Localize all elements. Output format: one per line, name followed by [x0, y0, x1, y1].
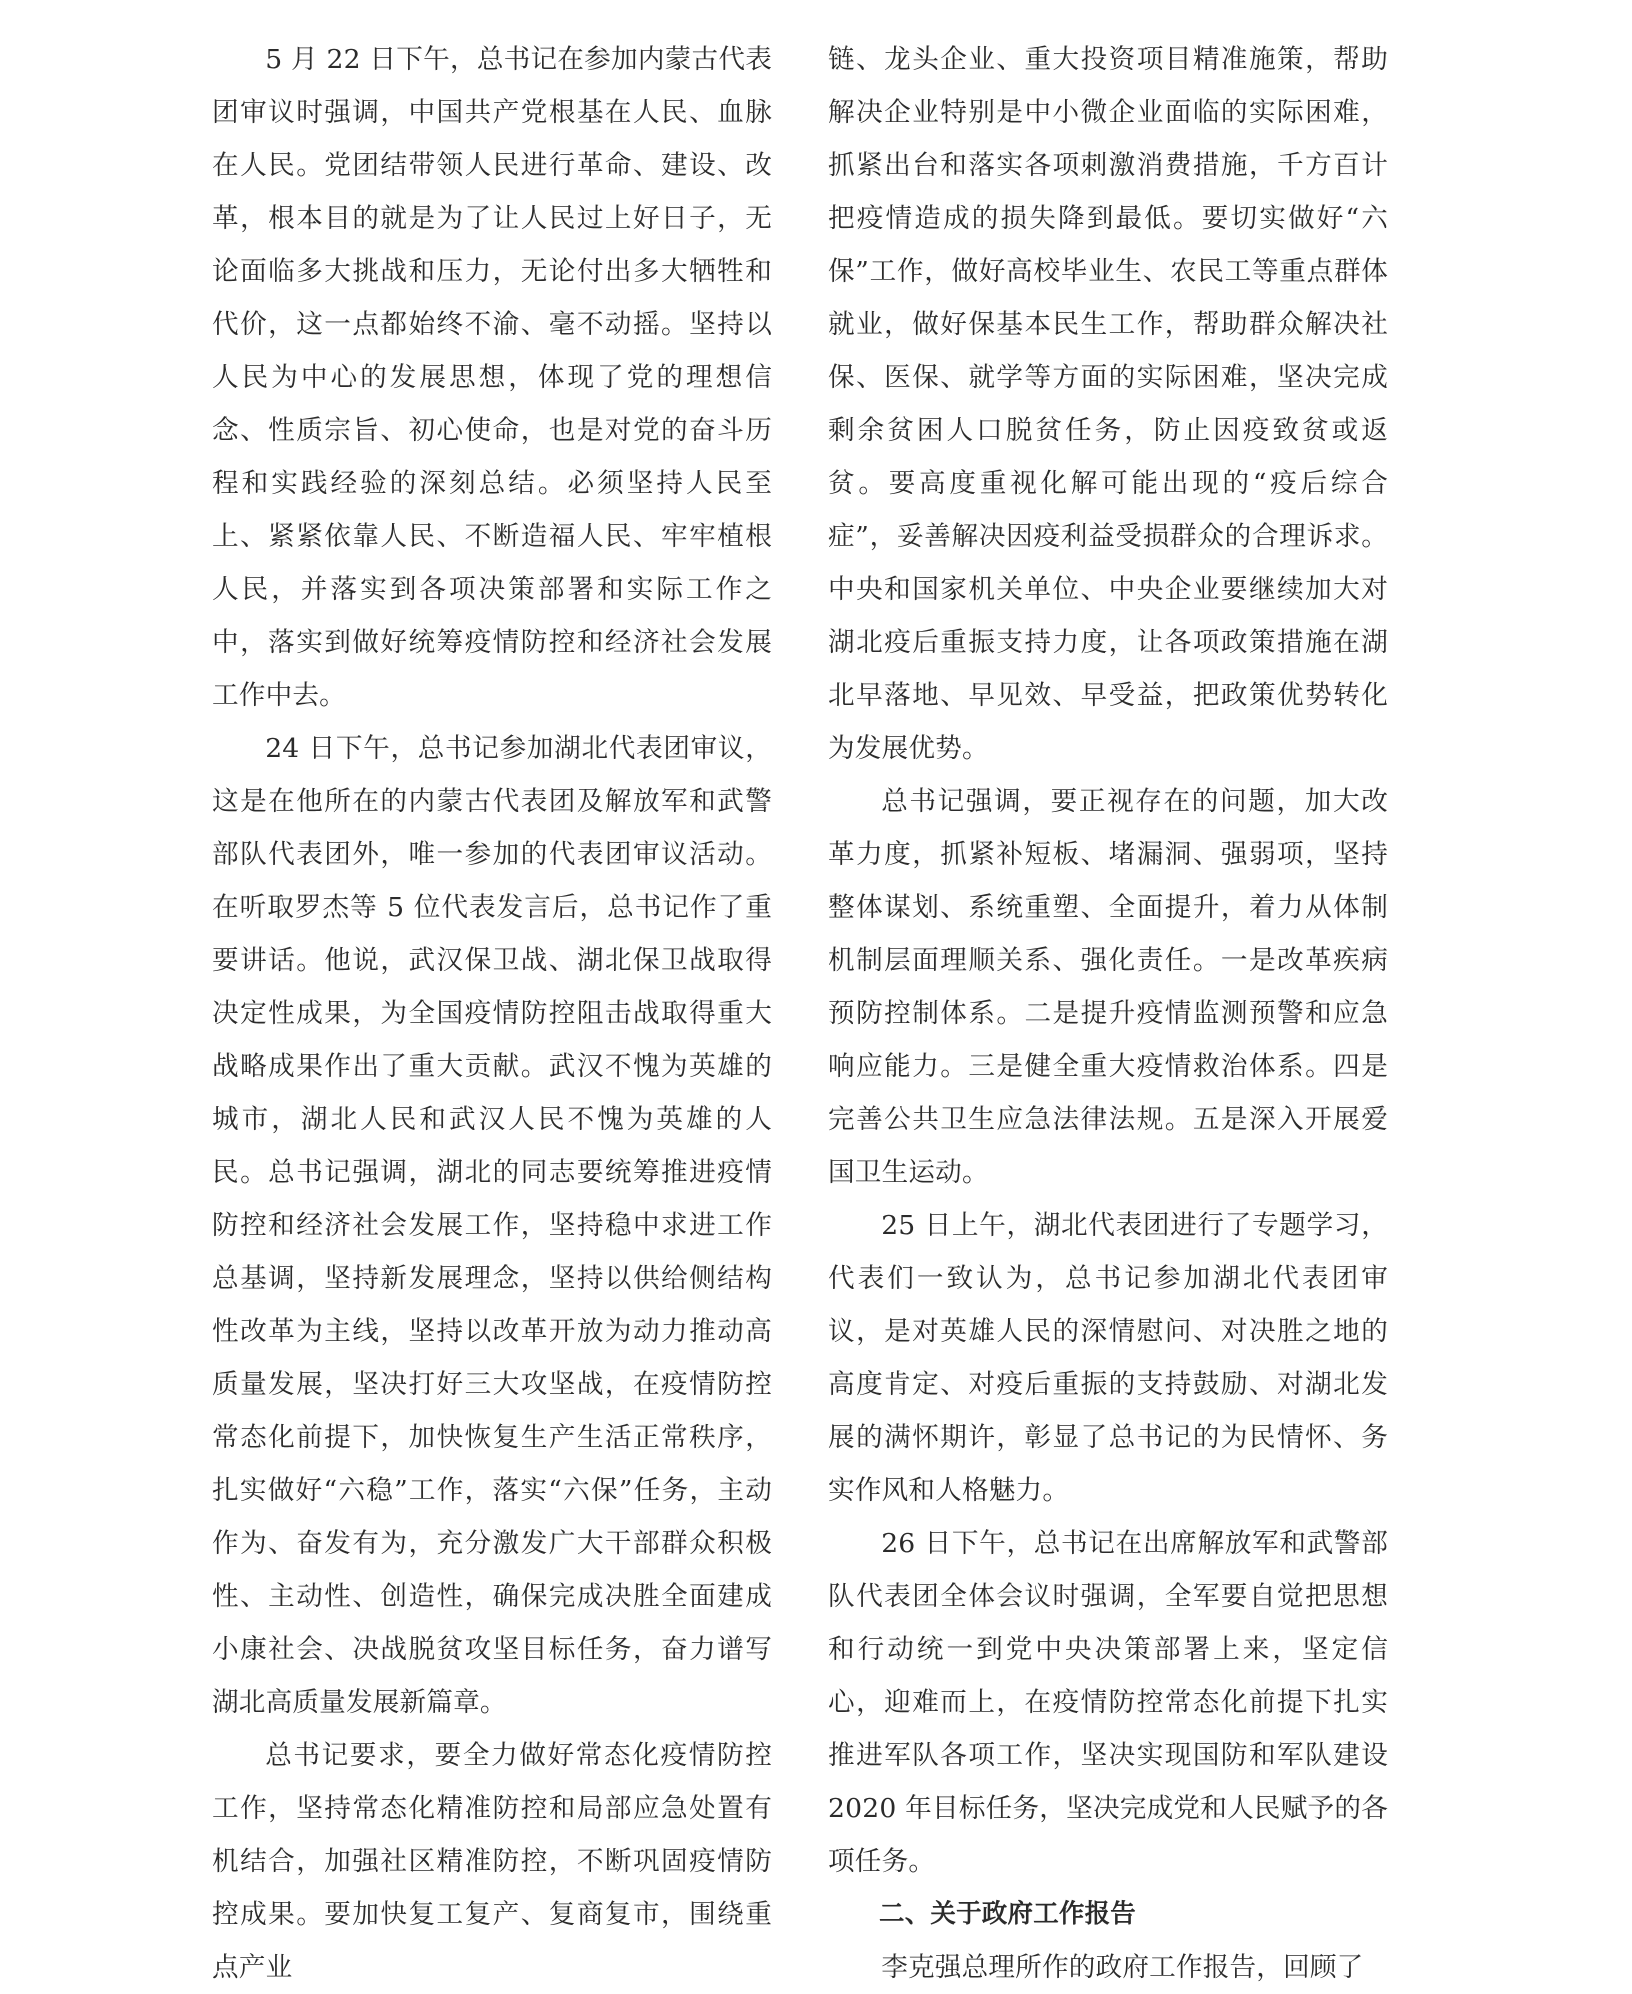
paragraph-may-22: 5 月 22 日下午，总书记在参加内蒙古代表团审议时强调，中国共产党根基在人民、血脉在人民。党团结带领人民进行革命、建设、改革，根本目的就是为了让人民过上好日子，无论面临多大挑战和压力，无论付出多大牺牲和代价，这一点都始终不渝、毫不动摇。坚持以人民为中心的发展思想，体现了党的理想信念、性质宗旨、初心使命，也是对党的奋斗历程和实践经验的深刻总结。必须坚持人民至上、紧紧依靠人民、不断造福人民、牢牢植根人民，并落实到各项决策部署和实际工作之中，落实到做好统筹疫情防控和经济社会发展工作中去。	[212, 44, 772, 711]
paragraph-26th-military: 26 日下午，总书记在出席解放军和武警部队代表团全体会议时强调，全军要自觉把思想和行动统一到党中央决策部署上来，坚定信心，迎难而上，在疫情防控常态化前提下扎实推进军队各项工作，坚决实现国防和军队建设 2020 年目标任务，坚决完成党和人民赋予的各项任务。	[828, 1528, 1388, 1877]
section-heading: 二、关于政府工作报告	[879, 1899, 1137, 1929]
paragraph-reform: 总书记强调，要正视存在的问题，加大改革力度，抓紧补短板、堵漏洞、强弱项，坚持整体谋划、系统重塑、全面提升，着力从体制机制层面理顺关系、强化责任。一是改革疾病预防控制体系。二是提升疫情监测预警和应急响应能力。三是健全重大疫情救治体系。四是完善公共卫生应急法律法规。五是深入开展爱国卫生运动。	[828, 786, 1388, 1188]
right-column	[828, 33, 1388, 1994]
paragraph-requirements: 总书记要求，要全力做好常态化疫情防控工作，坚持常态化精准防控和局部应急处置有机结合，加强社区精准防控，不断巩固疫情防控成果。要加快复工复产、复商复市，围绕重点产业	[212, 1740, 772, 1983]
left-column	[212, 33, 772, 1994]
paragraph-25th-study: 25 日上午，湖北代表团进行了专题学习，代表们一致认为，总书记参加湖北代表团审议，是对英雄人民的深情慰问、对决胜之地的高度肯定、对疫后重振的支持鼓励、对湖北发展的满怀期许，彰显了总书记的为民情怀、务实作风和人格魅力。	[828, 1210, 1388, 1506]
paragraph-government-report: 李克强总理所作的政府工作报告，回顾了	[881, 1952, 1364, 1983]
paragraph-24th-hubei: 24 日下午，总书记参加湖北代表团审议，这是在他所在的内蒙古代表团及解放军和武警部队代表团外，唯一参加的代表团审议活动。在听取罗杰等 5 位代表发言后，总书记作了重要讲话。他说，武汉保卫战、湖北保卫战取得决定性成果，为全国疫情防控阻击战取得重大战略成果作出了重大贡献。武汉不愧为英雄的城市，湖北人民和武汉人民不愧为英雄的人民。总书记强调，湖北的同志要统筹推进疫情防控和经济社会发展工作，坚持稳中求进工作总基调，坚持新发展理念，坚持以供给侧结构性改革为主线，坚持以改革开放为动力推动高质量发展，坚决打好三大攻坚战，在疫情防控常态化前提下，加快恢复生产生活正常秩序，扎实做好“六稳”工作，落实“六保”任务，主动作为、奋发有为，充分激发广大干部群众积极性、主动性、创造性，确保完成决胜全面建成小康社会、决战脱贫攻坚目标任务，奋力谱写湖北高质量发展新篇章。	[212, 733, 772, 1718]
paragraph-continued: 链、龙头企业、重大投资项目精准施策，帮助解决企业特别是中小微企业面临的实际困难，抓紧出台和落实各项刺激消费措施，千方百计把疫情造成的损失降到最低。要切实做好“六保”工作，做好高校毕业生、农民工等重点群体就业，做好保基本民生工作，帮助群众解决社保、医保、就学等方面的实际困难，坚决完成剩余贫困人口脱贫任务，防止因疫致贫或返贫。要高度重视化解可能出现的“疫后综合症”，妥善解决因疫利益受损群众的合理诉求。中央和国家机关单位、中央企业要继续加大对湖北疫后重振支持力度，让各项政策措施在湖北早落地、早见效、早受益，把政策优势转化为发展优势。	[828, 44, 1388, 764]
